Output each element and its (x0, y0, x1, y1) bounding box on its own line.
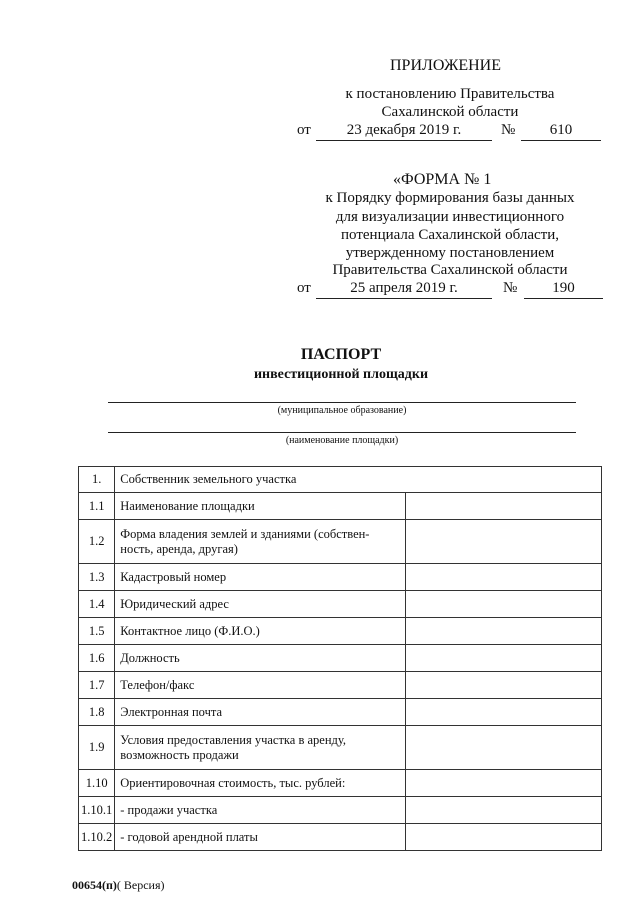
form-line-3: потенциала Сахалинской области, (341, 227, 559, 243)
row-number: 1.9 (79, 726, 115, 770)
row-label: - годовой арендной платы (115, 824, 406, 851)
appendix-line-1: к постановлению Правительства (345, 86, 555, 102)
table-row (79, 770, 602, 797)
row-number: 1.10 (79, 770, 115, 797)
row-number: 1.4 (79, 591, 115, 618)
row-label: Форма владения землей и зданиями (собствен-ность, аренда, другая) (115, 520, 406, 564)
site-name-caption: (наименование площадки) (285, 435, 399, 446)
row-value (406, 645, 602, 672)
municipality-caption: (муниципальное образование) (277, 405, 407, 416)
appendix-line-2: Сахалинской области (381, 104, 519, 120)
row-label: Юридический адрес (115, 591, 406, 618)
appendix-number: 610 (521, 122, 601, 141)
row-value (406, 564, 602, 591)
row-number: 1.10.2 (79, 824, 115, 851)
row-label: Наименование площадки (115, 493, 406, 520)
row-number: 1.8 (79, 699, 115, 726)
row-value (406, 618, 602, 645)
row-value (406, 699, 602, 726)
row-label: Электронная почта (115, 699, 406, 726)
form-line-4: утвержденному постановлением (345, 245, 555, 261)
row-label: Собственник земельного участка (115, 467, 602, 493)
footer-version: ( Версия) (116, 878, 165, 892)
table-row (79, 520, 602, 564)
row-number: 1.5 (79, 618, 115, 645)
table-row (79, 618, 602, 645)
table-row (79, 645, 602, 672)
row-value (406, 797, 602, 824)
table-row (79, 699, 602, 726)
row-value (406, 672, 602, 699)
table-row (79, 824, 602, 851)
form-line-5: Правительства Сахалинской области (332, 262, 568, 278)
row-value (406, 520, 602, 564)
appendix-heading: ПРИЛОЖЕНИЕ (390, 57, 502, 74)
row-value (406, 591, 602, 618)
form-from-label: от (297, 280, 311, 296)
row-label: Телефон/факс (115, 672, 406, 699)
passport-subtitle: инвестиционной площадки (253, 367, 429, 382)
row-value (406, 770, 602, 797)
passport-title: ПАСПОРТ (300, 346, 382, 363)
row-label: Должность (115, 645, 406, 672)
table-row (79, 672, 602, 699)
form-line-2: для визуализации инвестиционного (335, 209, 565, 225)
row-number: 1.3 (79, 564, 115, 591)
row-value (406, 493, 602, 520)
row-number: 1.2 (79, 520, 115, 564)
row-label: Ориентировочная стоимость, тыс. рублей: (115, 770, 406, 797)
passport-table (78, 466, 602, 851)
row-label: Контактное лицо (Ф.И.О.) (115, 618, 406, 645)
row-number: 1.6 (79, 645, 115, 672)
municipality-line (108, 402, 576, 403)
table-row (79, 797, 602, 824)
table-row (79, 493, 602, 520)
table-row (79, 726, 602, 770)
row-label: Кадастровый номер (115, 564, 406, 591)
table-row (79, 467, 602, 493)
form-heading: «ФОРМА № 1 (393, 171, 492, 188)
row-label: - продажи участка (115, 797, 406, 824)
site-name-line (108, 432, 576, 433)
table-row (79, 564, 602, 591)
row-label: Условия предоставления участка в аренду, возможность продажи (115, 726, 406, 770)
form-line-1: к Порядку формирования базы данных (325, 190, 575, 206)
row-number: 1.10.1 (79, 797, 115, 824)
table-row (79, 591, 602, 618)
appendix-number-label: № (501, 122, 516, 138)
row-value (406, 824, 602, 851)
appendix-date: 23 декабря 2019 г. (316, 122, 492, 141)
appendix-from-label: от (297, 122, 311, 138)
document-footer (72, 878, 165, 893)
form-number: 190 (524, 280, 603, 299)
form-number-label: № (503, 280, 518, 296)
row-number: 1. (79, 467, 115, 493)
footer-code: 00654(п) (72, 878, 117, 892)
form-date: 25 апреля 2019 г. (316, 280, 492, 299)
row-number: 1.1 (79, 493, 115, 520)
row-number: 1.7 (79, 672, 115, 699)
row-value (406, 726, 602, 770)
